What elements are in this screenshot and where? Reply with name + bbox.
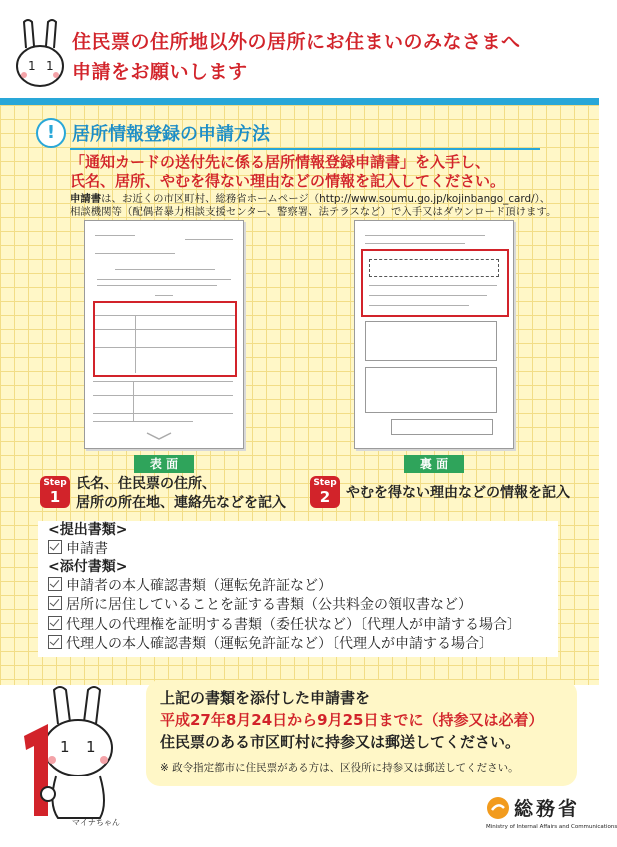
form-back-thumbnail [354,220,514,449]
form-dashed-box [369,259,499,277]
form-line [365,235,485,236]
notice-line2: 平成27年8月24日から9月25日までに（持参又は必着） [160,711,544,729]
form-line [97,285,217,286]
svg-text:1: 1 [86,738,96,756]
form-line [95,329,235,330]
svg-text:1: 1 [60,738,70,756]
form-line [185,239,233,240]
note-bold: 申請書 [70,193,102,205]
form-line [115,269,215,270]
step1-number: 1 [49,488,61,506]
page-header [0,0,599,98]
step1-text [76,475,296,513]
form-line [369,295,487,296]
form-vline [135,315,136,373]
lead-line2: 氏名、居所、やむを得ない理由などの情報を記入してください。 [70,172,506,190]
page-title-line2: 申請をお願いします [72,61,248,83]
lead-line1: 「通知カードの送付先に係る居所情報登録申請書」を入手し、 [70,153,491,171]
form-line [93,381,233,382]
attach-item [48,616,521,634]
form-line [95,253,175,254]
form-front-highlight [93,301,237,377]
form-line [93,421,193,422]
page-title-line1: 住民票の住所地以外の居所にお住まいのみなさまへ [72,31,521,53]
form-line [95,235,135,236]
step2-badge [310,476,340,508]
mascot-head-icon [14,18,66,88]
submit-heading: <提出書類> [48,522,128,538]
mascot-name: マイナちゃん [72,818,120,827]
attach-item-label: 代理人の代理権を証明する書類（委任状など）〔代理人が申請する場合〕 [66,617,521,633]
note-line1-text: は、お近くの市区町村、総務省ホームページ（http://www.soumu.go.jp/kojinbango_card/）、 [101,193,551,205]
form-front-thumbnail [84,220,244,449]
step1-badge [40,476,70,508]
svg-text:1: 1 [28,59,36,73]
submit-item [48,540,108,558]
note-line2: 相談機関等（配偶者暴力相談支援センター、警察署、法テラスなど）で入手又はダウンロード頂けます。 [70,206,557,218]
form-textbox [365,321,497,361]
form-textbox [365,367,497,413]
documents-list [38,521,558,657]
step1-line1: 氏名、住民票の住所、 [76,476,216,492]
ministry-logo-icon [486,796,510,820]
section-title: 居所情報登録の申請方法 [72,124,270,145]
step2-text [346,484,586,503]
notice-line1: 上記の書類を添付した申請書を [160,689,371,707]
form-back-highlight [361,249,509,317]
ministry-logo [486,790,617,842]
checkbox-icon [48,616,62,630]
step1-line2: 居所の所在地、連絡先などを記入 [76,495,286,511]
form-line [93,413,233,414]
front-label: 表 面 [134,455,194,473]
checkbox-icon [48,596,62,610]
form-line [155,295,173,296]
attach-item-label: 代理人の本人確認書類（運転免許証など）〔代理人が申請する場合〕 [66,636,493,652]
page-title [72,27,521,87]
form-line [95,347,235,348]
svg-text:1: 1 [46,59,54,73]
acquisition-note [70,193,575,219]
step1-word: Step [43,478,67,488]
step2-number: 2 [319,488,331,506]
mascot-icon [18,684,133,824]
form-footer-box [391,419,493,435]
page-turn-arrow-icon [145,431,173,441]
note-line1 [70,193,575,206]
submit-item-label: 申請書 [66,541,108,557]
back-label: 裏 面 [404,455,464,473]
lead-text [70,153,570,191]
ministry-subtitle: Ministry of Internal Affairs and Communications [486,824,617,830]
step2-word: Step [313,478,337,488]
attach-item-label: 申請者の本人確認書類（運転免許証など） [66,578,332,594]
form-line [97,279,231,280]
notice-footnote: ※ 政令指定都市に住民票がある方は、区役所に持参又は郵送してください。 [160,762,519,774]
attach-item-label: 居所に居住していることを証する書類（公共料金の領収書など） [66,597,472,613]
form-line [93,395,233,396]
form-line [369,285,497,286]
notice-line3: 住民票のある市区町村に持参又は郵送してください。 [160,733,521,751]
notice-box [146,680,577,786]
checkbox-icon [48,577,62,591]
form-line [95,315,235,316]
attach-item [48,596,472,614]
attach-heading: <添付書類> [48,559,128,575]
form-line [369,305,469,306]
attach-item [48,635,493,653]
checkbox-icon [48,635,62,649]
form-vline [133,381,134,421]
header-divider [0,98,599,105]
checkbox-icon [48,540,62,554]
step2-line1: やむを得ない理由などの情報を記入 [346,485,570,501]
form-line [365,243,465,244]
section-underline [70,148,540,150]
attach-item [48,577,332,595]
ministry-name: 総務省 [514,798,581,820]
exclamation-icon: ! [36,118,66,148]
